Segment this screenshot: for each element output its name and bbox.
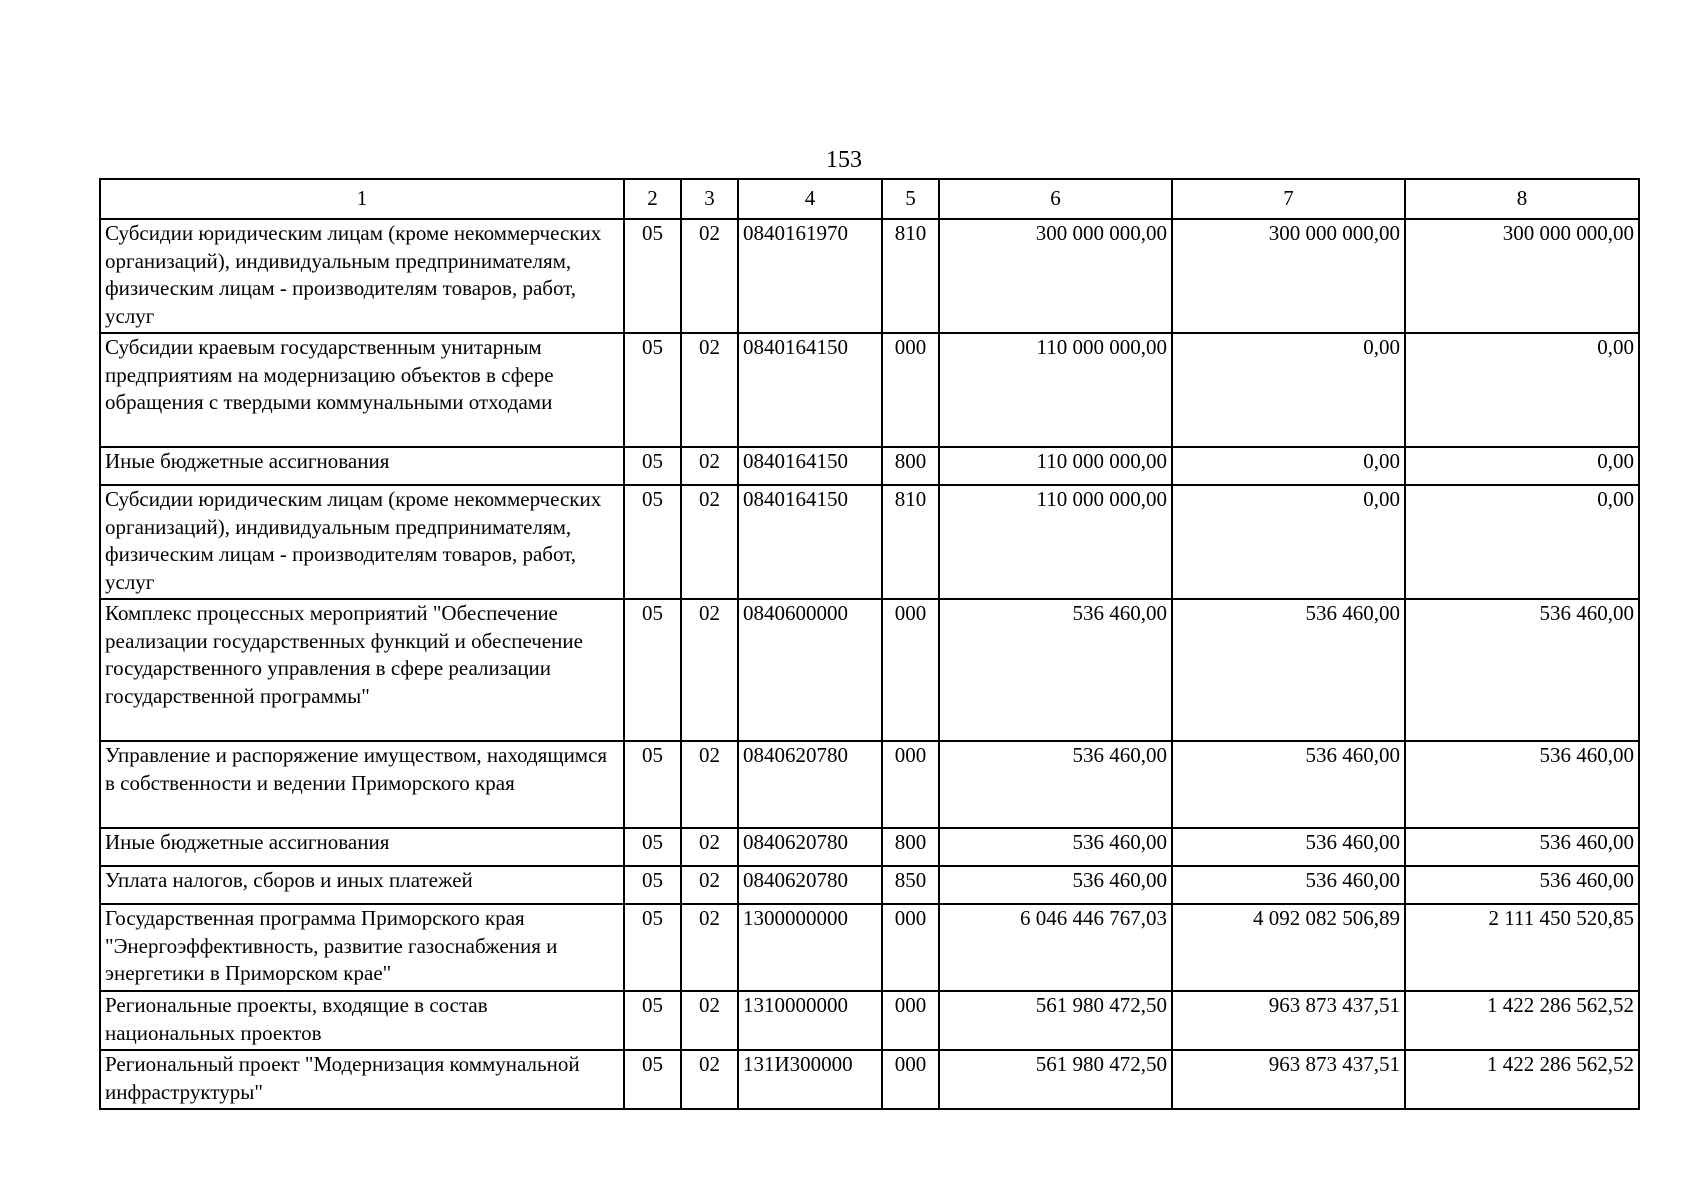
target-article-code: 1310000000 [738,991,882,1050]
column-header: 7 [1172,179,1405,219]
table-row [100,904,1639,991]
section-code: 05 [624,991,681,1050]
amount-year-1: 6 046 446 767,03 [939,904,1172,991]
subsection-code: 02 [681,828,738,866]
column-header: 3 [681,179,738,219]
item-name: Субсидии краевым государственным унитарным предприятиям на модернизацию объектов в сфере обращения с твердыми коммунальными отходами [100,333,624,447]
item-name: Региональные проекты, входящие в состав национальных проектов [100,991,624,1050]
page-number: 153 [826,147,862,173]
section-code: 05 [624,741,681,828]
table-row [100,828,1639,866]
target-article-code: 0840164150 [738,447,882,485]
amount-year-1: 110 000 000,00 [939,333,1172,447]
table-row [100,599,1639,741]
target-article-code: 131И300000 [738,1050,882,1109]
amount-year-1: 536 460,00 [939,828,1172,866]
section-code: 05 [624,447,681,485]
amount-year-3: 1 422 286 562,52 [1405,1050,1639,1109]
expense-type-code: 800 [882,447,939,485]
subsection-code: 02 [681,219,738,333]
table-row [100,866,1639,904]
item-name: Субсидии юридическим лицам (кроме некоммерческих организаций), индивидуальным предпринимателям, физическим лицам - производителям товаров, работ, услуг [100,219,624,333]
amount-year-1: 110 000 000,00 [939,447,1172,485]
target-article-code: 0840164150 [738,485,882,599]
expense-type-code: 810 [882,219,939,333]
item-name: Иные бюджетные ассигнования [100,447,624,485]
expense-type-code: 000 [882,333,939,447]
amount-year-2: 963 873 437,51 [1172,1050,1405,1109]
table-row [100,991,1639,1050]
subsection-code: 02 [681,1050,738,1109]
column-header: 2 [624,179,681,219]
target-article-code: 0840620780 [738,828,882,866]
target-article-code: 0840600000 [738,599,882,741]
subsection-code: 02 [681,741,738,828]
amount-year-1: 561 980 472,50 [939,991,1172,1050]
amount-year-1: 536 460,00 [939,866,1172,904]
column-header: 1 [100,179,624,219]
table-row [100,333,1639,447]
expense-type-code: 000 [882,1050,939,1109]
section-code: 05 [624,599,681,741]
amount-year-2: 536 460,00 [1172,741,1405,828]
amount-year-3: 2 111 450 520,85 [1405,904,1639,991]
expense-type-code: 000 [882,599,939,741]
target-article-code: 0840164150 [738,333,882,447]
amount-year-2: 0,00 [1172,485,1405,599]
column-header: 8 [1405,179,1639,219]
section-code: 05 [624,1050,681,1109]
table-row [100,219,1639,333]
amount-year-3: 0,00 [1405,447,1639,485]
expense-type-code: 810 [882,485,939,599]
target-article-code: 0840620780 [738,866,882,904]
expense-type-code: 800 [882,828,939,866]
item-name: Государственная программа Приморского края "Энергоэффективность, развитие газоснабжения и энергетики в Приморском крае" [100,904,624,991]
amount-year-3: 1 422 286 562,52 [1405,991,1639,1050]
amount-year-1: 110 000 000,00 [939,485,1172,599]
amount-year-2: 300 000 000,00 [1172,219,1405,333]
subsection-code: 02 [681,485,738,599]
column-header: 6 [939,179,1172,219]
subsection-code: 02 [681,904,738,991]
table-row [100,741,1639,828]
amount-year-2: 0,00 [1172,333,1405,447]
amount-year-2: 0,00 [1172,447,1405,485]
table-row [100,485,1639,599]
target-article-code: 0840620780 [738,741,882,828]
item-name: Уплата налогов, сборов и иных платежей [100,866,624,904]
section-code: 05 [624,219,681,333]
item-name: Управление и распоряжение имуществом, находящимся в собственности и ведении Приморского края [100,741,624,828]
amount-year-3: 0,00 [1405,485,1639,599]
subsection-code: 02 [681,991,738,1050]
header-row [100,179,1639,219]
amount-year-3: 536 460,00 [1405,866,1639,904]
expense-type-code: 000 [882,741,939,828]
amount-year-1: 536 460,00 [939,741,1172,828]
expense-type-code: 000 [882,991,939,1050]
table-row [100,447,1639,485]
section-code: 05 [624,866,681,904]
target-article-code: 0840161970 [738,219,882,333]
amount-year-2: 536 460,00 [1172,599,1405,741]
amount-year-3: 0,00 [1405,333,1639,447]
table-header [100,179,1639,219]
amount-year-3: 300 000 000,00 [1405,219,1639,333]
target-article-code: 1300000000 [738,904,882,991]
expense-type-code: 850 [882,866,939,904]
amount-year-2: 536 460,00 [1172,866,1405,904]
item-name: Региональный проект "Модернизация коммунальной инфраструктуры" [100,1050,624,1109]
item-name: Комплекс процессных мероприятий "Обеспечение реализации государственных функций и обеспечение государственного управления в сфере реализации государственной программы" [100,599,624,741]
column-header: 5 [882,179,939,219]
table-body [100,219,1639,1109]
budget-table [99,178,1640,1110]
amount-year-2: 963 873 437,51 [1172,991,1405,1050]
item-name: Иные бюджетные ассигнования [100,828,624,866]
item-name: Субсидии юридическим лицам (кроме некоммерческих организаций), индивидуальным предпринимателям, физическим лицам - производителям товаров, работ, услуг [100,485,624,599]
section-code: 05 [624,904,681,991]
amount-year-3: 536 460,00 [1405,741,1639,828]
subsection-code: 02 [681,866,738,904]
subsection-code: 02 [681,447,738,485]
expense-type-code: 000 [882,904,939,991]
amount-year-1: 536 460,00 [939,599,1172,741]
subsection-code: 02 [681,599,738,741]
column-header: 4 [738,179,882,219]
amount-year-3: 536 460,00 [1405,599,1639,741]
amount-year-3: 536 460,00 [1405,828,1639,866]
amount-year-2: 4 092 082 506,89 [1172,904,1405,991]
amount-year-2: 536 460,00 [1172,828,1405,866]
section-code: 05 [624,485,681,599]
amount-year-1: 300 000 000,00 [939,219,1172,333]
table-row [100,1050,1639,1109]
subsection-code: 02 [681,333,738,447]
amount-year-1: 561 980 472,50 [939,1050,1172,1109]
section-code: 05 [624,333,681,447]
section-code: 05 [624,828,681,866]
